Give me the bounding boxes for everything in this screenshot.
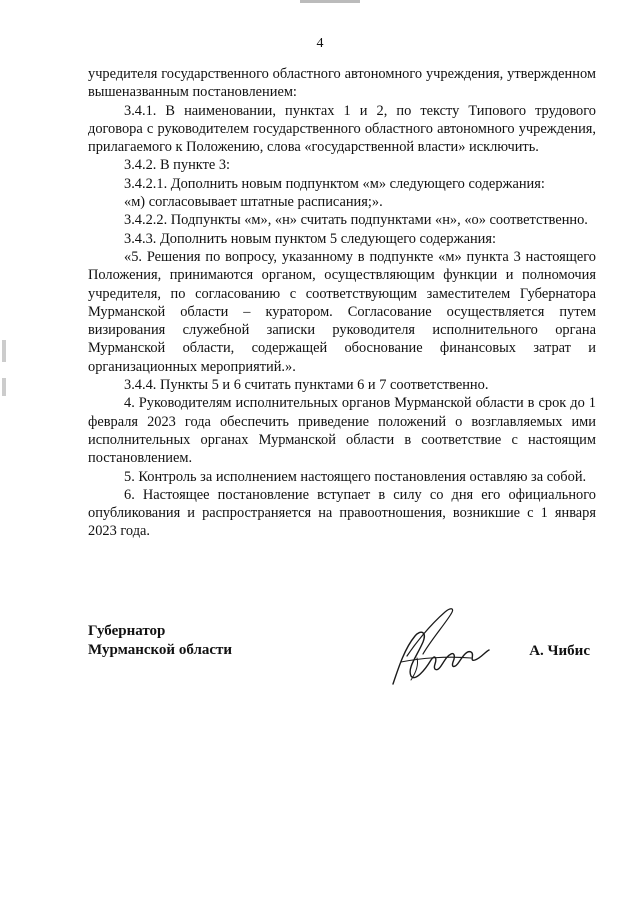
signer-title (88, 622, 232, 660)
signature-block (88, 618, 596, 698)
scan-edge-mark (2, 378, 6, 396)
paragraph: 3.4.1. В наименовании, пунктах 1 и 2, по тексту Типового трудового договора с руководителем государственного областного автономного учреждения, прилагаемого к Положению, слова «государственной власти» исключить. (88, 102, 596, 156)
paragraph: 3.4.2. В пункте 3: (124, 157, 231, 174)
paragraph: учредителя государственного областного автономного учреждения, утвержденном вышеназванным постановлением: (88, 66, 596, 101)
paragraph: 3.4.4. Пункты 5 и 6 считать пунктами 6 и 7 соответственно. (124, 377, 489, 394)
page-number: 4 (316, 36, 324, 51)
scan-artifact-mark (300, 0, 360, 3)
paragraph: 5. Контроль за исполнением настоящего постановления оставляю за собой. (124, 468, 587, 485)
scan-edge-mark (2, 340, 6, 362)
signer-name: А. Чибис (529, 643, 590, 659)
paragraph: 3.4.2.1. Дополнить новым подпунктом «м» следующего содержания: (124, 175, 545, 192)
paragraph: 3.4.3. Дополнить новым пунктом 5 следующего содержания: (124, 230, 496, 247)
handwritten-signature-icon (371, 596, 491, 696)
signer-region: Мурманской области (88, 642, 233, 658)
document-body (88, 65, 596, 541)
signer-position: Губернатор (88, 623, 166, 639)
paragraph: 4. Руководителям исполнительных органов Мурманской области в срок до 1 февраля 2023 года обеспечить приведение положений о возглавляемых ими исполнительных органах Мурманской области в соответствие с настоящим постановлением. (88, 395, 596, 467)
paragraph: «5. Решения по вопросу, указанному в подпункте «м» пункта 3 настоящего Положения, принимаются органом, осуществляющим функции и полномочия учредителя, по согласованию с соответствующим заместителем Губернатора Мурманской области – куратором. Согласование осуществляется путем визирования служебной записки руководителя исполнительного органа Мурманской области, содержащей обоснование финансовых затрат и организационных мероприятий.». (88, 248, 596, 375)
paragraph: 6. Настоящее постановление вступает в силу со дня его официального опубликования и распространяется на правоотношения, возникшие с 1 января 2023 года. (88, 486, 596, 540)
paragraph: 3.4.2.2. Подпункты «м», «н» считать подпунктами «н», «о» соответственно. (124, 212, 588, 229)
paragraph: «м) согласовывает штатные расписания;». (124, 194, 383, 211)
